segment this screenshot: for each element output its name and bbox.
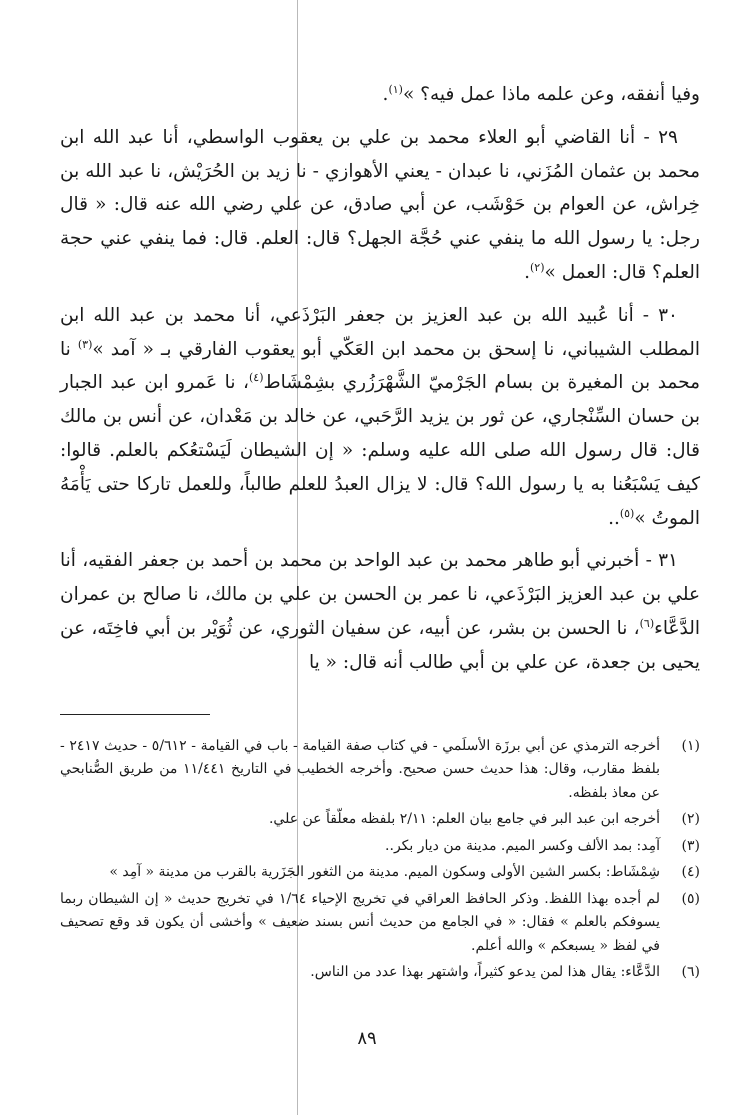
footnotes (60, 735, 700, 985)
footnote-text: لم أجده بهذا اللفظ. وذكر الحافظ العراقي في تخريج الإحياء ١/٦٤ في تخريج حديث « إن الشيطان ربما يسوفكم بالعلم » فقال: « في الجامع من حديث أنس بسند ضعيف » وأخشى أن يكون قد وقع تصحيف في لفظ « يسبعكم » والله أعلم. (60, 890, 661, 954)
footnote-separator (60, 714, 210, 715)
footnote (60, 835, 700, 859)
main-text (60, 78, 700, 680)
page-number: ٨٩ (357, 1028, 377, 1049)
footnote-ref: (٦) (639, 616, 655, 630)
footnote-number: (٢) (681, 811, 700, 828)
hadith-31: ٣١ - أخبرني أبو طاهر محمد بن عبد الواحد بن محمد بن أحمد بن جعفر الفقيه، أنا علي بن عبد العزيز البَرْذَعي، نا عمر بن الحسن بن علي بن مالك، نا صالح بن عمران الدَّعَّاء$^{(٦)}$، نا الحسن بن بشر، عن أبيه، عن سفيان الثوري، عن ثُوَيْر بن أبي فاخِتَه، عن يحيى بن جعدة، عن علي بن أبي طالب أنه قال: « يا (60, 550, 700, 673)
footnote-number: (٦) (681, 964, 700, 981)
book-page (60, 78, 700, 988)
footnote-ref: (٥) (619, 506, 635, 520)
footnote-text: آمِد: بمد الألف وكسر الميم. مدينة من ديار بكر.. (385, 837, 660, 854)
footnote (60, 961, 700, 985)
footnote-text: أخرجه ابن عبد البر في جامع بيان العلم: ٢/١١ بلفظه معلّقاً عن علي. (268, 811, 660, 828)
footnote (60, 808, 700, 832)
footnote (60, 888, 700, 959)
footnote-ref: (٢) (530, 260, 545, 274)
footnote-ref: (١) (388, 82, 403, 96)
footnote-number: (٥) (681, 890, 700, 907)
footnote-number: (٤) (681, 864, 700, 881)
footnote-number: (١) (681, 737, 700, 754)
hadith-29: ٢٩ - أنا القاضي أبو العلاء محمد بن علي بن يعقوب الواسطي، أنا عبد الله ابن محمد بن عثمان المُزَني، نا عبدان - يعني الأهوازي - نا زيد بن الحُرَيْش، نا عبد الله بن خِراش، عن العوام بن حَوْشَب، عن أبي صادق، عن علي رضي الله عنه قال: « قال رجل: يا رسول الله ما ينفي عني حُجَّة الجهل؟ قال: العلم. قال: فما ينفي عني حجة العلم؟ قال: العمل »$^{(٢)}$. (60, 126, 700, 283)
footnote-text: الدَّعَّاء: يقال هذا لمن يدعو كثيراً، واشتهر بهذا عدد من الناس. (310, 964, 660, 981)
footnote-ref: (٤) (249, 371, 264, 385)
footnote-text: شِمْشَاط: بكسر الشين الأولى وسكون الميم. مدينة من الثغور الجَزَرية بالقرب من مدينة « آمِد » (109, 864, 660, 881)
footnote (60, 861, 700, 885)
footnote-ref: (٣) (77, 337, 93, 351)
footnote-number: (٣) (681, 837, 700, 854)
paragraph-continuation: وفيا أنفقه، وعن علمه ماذا عمل فيه؟ »$^{(١)}$. (382, 82, 700, 105)
hadith-30: ٣٠ - أنا عُبيد الله بن عبد العزيز بن جعفر البَرْذَعي، أنا محمد بن عبد الله ابن المطلب الشيباني، نا إسحق بن محمد ابن العَكّي أبو يعقوب الفارقي بـ « آمد »$^{(٣)}$ نا محمد بن المغيرة بن بسام الجَرْميّ الشَّهْرَزُري بشِمْشَاط$^{(٤)}$، نا عَمرو ابن عبد الجبار بن حسان السِّنْجاري، عن ثور بن يزيد الرَّحَبي، عن خالد بن مَعْدان، عن أنس بن مالك قال: قال رسول الله صلى الله عليه وسلم: « إن الشيطان لَيَسْتعُكم بالعلم. قالوا: كيف يَسْبَعُنا به يا رسول الله؟ قال: لا يزال العبدُ للعلم طالباً، وللعمل تاركا حتى يَأْمَهُ الموتُ »$^{(٥)}$.. (60, 304, 700, 529)
footnote (60, 735, 700, 806)
footnote-text: أخرجه الترمذي عن أبي برزَة الأسلَمي - في كتاب صفة القيامة - باب في القيامة - ٥/٦١٢ - حديث ٢٤١٧ - بلفظ مقارب، وقال: هذا حديث حسن صحيح. وأخرجه الخطيب في التاريخ ١١/٤٤١ من طريق الصُّنابحي عن معاذ بلفظه. (60, 737, 661, 801)
